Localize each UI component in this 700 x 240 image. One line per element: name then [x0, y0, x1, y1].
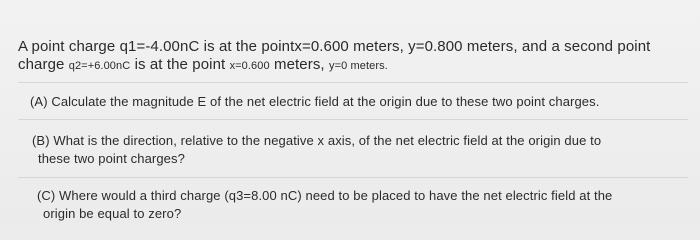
question-b-line-1	[32, 133, 601, 148]
divider-1	[18, 82, 688, 83]
question-c-line-1	[37, 188, 612, 203]
divider-2	[18, 119, 688, 120]
intro-line-1-text: A point charge q1=-4.00nC is at the pointx=0.600 meters, y=0.800 meters, and a second point	[18, 38, 651, 55]
intro-line-2-suffix: meters.	[347, 60, 388, 72]
question-b-text-2: these two point charges?	[38, 151, 185, 166]
intro-line-2-meters: meters,	[269, 56, 329, 73]
divider-3	[18, 177, 688, 178]
question-b-text-1: (B) What is the direction, relative to the negative x axis, of the net electric field at the origin due to	[32, 133, 602, 148]
intro-line-2	[18, 56, 388, 73]
question-a	[30, 94, 599, 109]
question-c-line-2	[43, 206, 181, 221]
question-c-text-2: origin be equal to zero?	[43, 206, 182, 221]
intro-line-2-prefix: charge	[18, 56, 69, 73]
q2-value: q2=+6.00nC	[68, 60, 131, 72]
question-b-line-2	[38, 151, 185, 166]
question-c-text-1: (C) Where would a third charge (q3=8.00 nC) need to be placed to have the net electric field at the	[37, 188, 613, 203]
q2-y-value: y=0	[328, 60, 348, 72]
question-a-text: (A) Calculate the magnitude E of the net electric field at the origin due to these two point charges.	[30, 94, 600, 109]
q2-x-value: x=0.600	[229, 60, 270, 72]
intro-line-1	[18, 38, 650, 55]
intro-line-2-mid: is at the point	[130, 56, 230, 73]
